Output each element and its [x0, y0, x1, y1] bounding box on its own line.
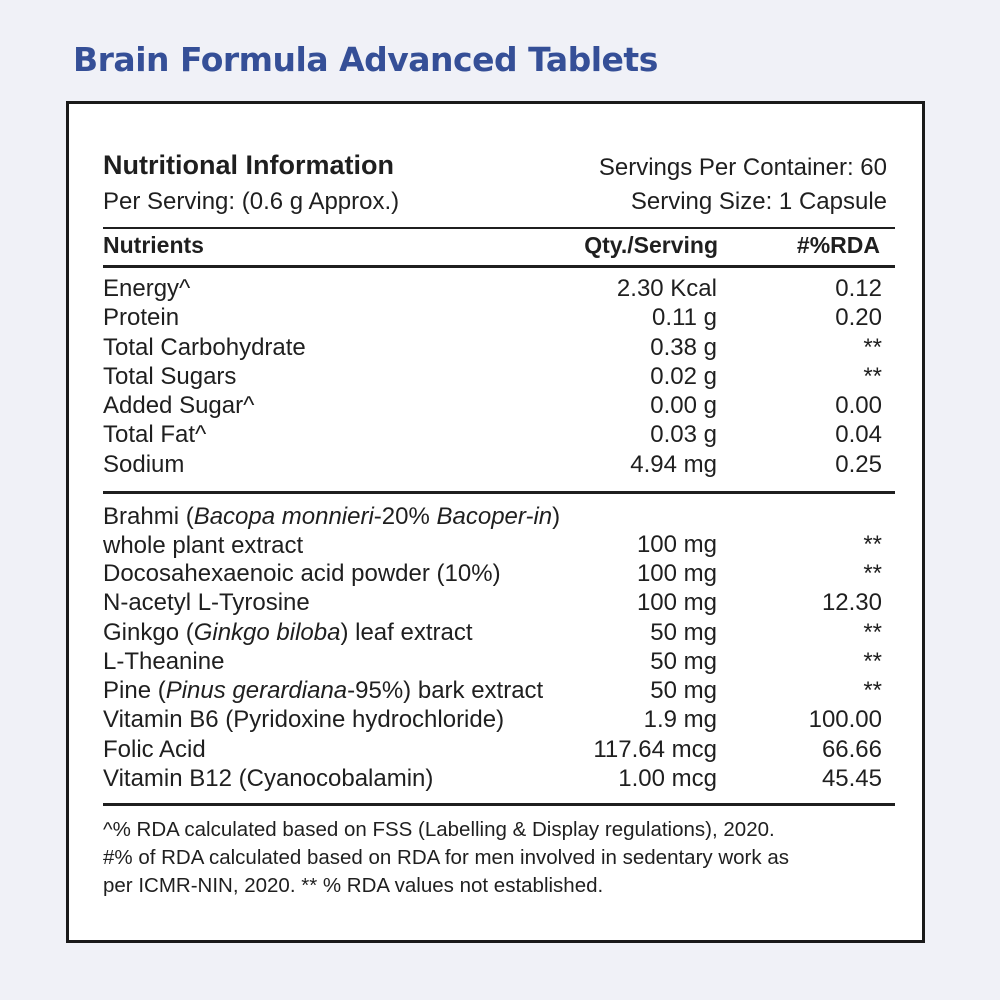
- rda-value: 0.25: [835, 450, 882, 478]
- table-row: [103, 420, 882, 449]
- rda-value: **: [863, 560, 882, 587]
- nutrient-name: [103, 647, 224, 676]
- nutrient-name: [103, 764, 433, 793]
- name-part: ) whole plant extract: [103, 503, 561, 559]
- qty-per-serving: 100 mg: [636, 560, 717, 587]
- nutrient-name: Protein: [103, 304, 180, 332]
- nutrient-name: [103, 618, 473, 647]
- table-row: [103, 391, 882, 420]
- qty-per-serving: 50 mg: [650, 677, 717, 705]
- footnote-line: #% of RDA calculated based on RDA for men involved in sedentary work as: [103, 846, 789, 869]
- name-part: Pine (: [103, 677, 166, 705]
- table-row: [103, 735, 882, 764]
- nutrient-name: Total Sugars: [103, 362, 237, 390]
- table-row: [103, 450, 882, 479]
- column-header-rda: #%RDA: [796, 232, 880, 258]
- nutrient-name: [103, 502, 603, 560]
- rda-value: **: [863, 647, 882, 675]
- table-row: [103, 764, 882, 793]
- botanical-name: Ginkgo biloba: [193, 618, 341, 646]
- macro-nutrient-list: [103, 274, 882, 479]
- qty-per-serving: 117.64 mcg: [593, 735, 717, 763]
- nutrient-name: Sodium: [103, 450, 185, 478]
- footnotes: [103, 816, 903, 900]
- table-row: [103, 362, 882, 391]
- name-part: -20%: [373, 503, 437, 530]
- rda-value: **: [863, 531, 882, 558]
- qty-per-serving: 0.00 g: [650, 392, 717, 420]
- ingredient-list: [103, 502, 882, 793]
- table-row: [103, 588, 882, 617]
- qty-per-serving: 50 mg: [650, 647, 717, 675]
- footnote-line: ^% RDA calculated based on FSS (Labelling & Display regulations), 2020.: [103, 818, 775, 841]
- nutrient-name: [103, 559, 501, 588]
- name-part: Docosahexaenoic acid powder (10%): [103, 560, 501, 587]
- header-divider: [103, 227, 895, 229]
- qty-per-serving: 4.94 mg: [630, 450, 717, 478]
- nutrient-name: [103, 705, 504, 734]
- rda-value: **: [863, 618, 882, 646]
- qty-per-serving: 0.03 g: [650, 421, 717, 449]
- nutrient-name: [103, 676, 543, 705]
- name-part: N-acetyl L-Tyrosine: [103, 589, 310, 617]
- qty-per-serving: 50 mg: [650, 618, 717, 646]
- nutrient-name: [103, 735, 206, 764]
- footnote-line: per ICMR-NIN, 2020. ** % RDA values not established.: [103, 874, 604, 897]
- qty-per-serving: 0.11 g: [652, 304, 717, 332]
- rda-value: 45.45: [821, 765, 882, 793]
- qty-per-serving: 2.30 Kcal: [616, 275, 717, 302]
- panel-heading: Nutritional Information: [103, 150, 394, 180]
- table-row: [103, 676, 882, 705]
- name-part: -95%) bark extract: [347, 677, 544, 705]
- rda-value: 0.20: [835, 304, 882, 332]
- table-row: [103, 618, 882, 647]
- botanical-name: Bacoper-in: [436, 503, 553, 530]
- rda-value: **: [863, 333, 882, 361]
- botanical-name: Pinus gerardiana: [165, 677, 348, 705]
- rda-value: 0.04: [835, 421, 882, 449]
- rda-value: **: [863, 677, 882, 705]
- botanical-name: Bacopa monnieri: [193, 503, 374, 530]
- column-header-nutrients: Nutrients: [103, 232, 204, 258]
- qty-per-serving: 1.9 mg: [643, 706, 717, 734]
- rda-value: 12.30: [821, 589, 882, 617]
- nutrient-name: Total Fat^: [103, 421, 207, 449]
- table-row: [103, 333, 882, 362]
- name-part: Ginkgo (: [103, 618, 194, 646]
- name-part: Folic Acid: [103, 735, 206, 763]
- nutrient-name: [103, 588, 310, 617]
- table-row: [103, 559, 882, 588]
- serving-size: Serving Size: 1 Capsule: [630, 188, 887, 215]
- rda-value: **: [863, 362, 882, 390]
- section-divider: [103, 491, 895, 494]
- qty-per-serving: 100 mg: [636, 531, 717, 558]
- name-part: ) leaf extract: [340, 618, 473, 646]
- table-row: [103, 274, 882, 303]
- name-part: Vitamin B6 (Pyridoxine hydrochloride): [103, 706, 505, 734]
- product-title: Brain Formula Advanced Tablets: [73, 40, 658, 79]
- table-row: [103, 647, 882, 676]
- column-header-qty: Qty./Serving: [584, 232, 718, 258]
- table-row: [103, 502, 882, 559]
- column-header-divider: [103, 265, 895, 268]
- name-part: Brahmi (: [103, 503, 194, 530]
- table-row: [103, 303, 882, 332]
- rda-value: 0.00: [835, 392, 882, 420]
- qty-per-serving: 0.02 g: [650, 362, 717, 390]
- nutrition-panel: [66, 101, 925, 943]
- servings-per-container: Servings Per Container: 60: [598, 154, 887, 181]
- name-part: Vitamin B12 (Cyanocobalamin): [103, 765, 434, 793]
- nutrient-name: Total Carbohydrate: [103, 333, 306, 361]
- qty-per-serving: 1.00 mcg: [618, 765, 717, 793]
- rda-value: 66.66: [821, 735, 882, 763]
- name-part: L-Theanine: [103, 647, 225, 675]
- nutrient-name: Energy^: [103, 275, 191, 302]
- rda-value: 100.00: [808, 706, 882, 734]
- table-row: [103, 705, 882, 734]
- rda-value: 0.12: [835, 275, 882, 302]
- nutrient-name: Added Sugar^: [103, 392, 255, 420]
- qty-per-serving: 0.38 g: [650, 333, 717, 361]
- footer-divider: [103, 803, 895, 806]
- qty-per-serving: 100 mg: [636, 589, 717, 617]
- per-serving-text: Per Serving: (0.6 g Approx.): [103, 188, 400, 215]
